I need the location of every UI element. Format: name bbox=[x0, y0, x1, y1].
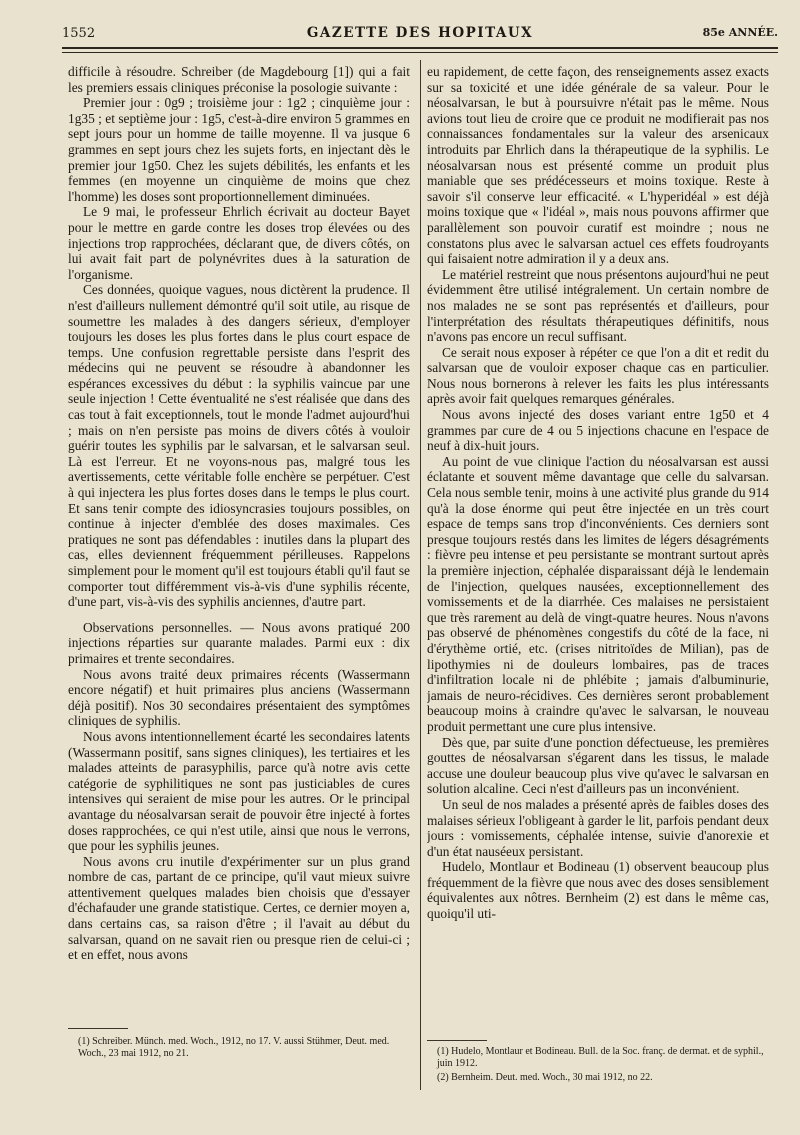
paragraph: Ces données, quoique vagues, nous dictèrent la prudence. Il n'est d'ailleurs nullement démontré qu'il soit utile, au risque de soumettre les malades à des dangers sérieux, d'employer toujours les doses les plus fortes dans le plus court espace de temps. Une confusion regrettable persiste dans l'esprit des médecins qui ne peuvent se résoudre à abandonner les espérances excessives du début : la syphilis vaincue par une seule injection ! Cette éventualité ne s'est réalisée que dans des cas tout à fait exceptionnels, tout le monde l'admet aujourd'hui ; mais on n'en persiste pas moins de divers côtés à vouloir guérir toutes les syphilis par le salvarsan, et le salvarsan seul. Là est l'erreur. Et ne voyons-nous pas, malgré tous les avertissements, cette véritable folle enchère se perpétuer. C'est à qui injectera les plus fortes doses dans le temps le plus court. Et sans tenir compte des idiosyncrasies toujours possibles, on continue à injecter d'emblée des doses maximales. Ces pratiques ne sont pas défendables : inutiles dans la plupart des cas, elles deviennent fréquemment périlleuses. Rappelons simplement pour le moment qu'il est toujours établi qu'il faut se comporter tout différemment vis-à-vis d'une syphilis récente, d'une part, vis-à-vis des syphilis anciennes, d'autre part. bbox=[68, 282, 410, 610]
journal-title: GAZETTE DES HOPITAUX bbox=[306, 25, 534, 41]
right-column bbox=[427, 64, 769, 1032]
paragraph: Le matériel restreint que nous présentons aujourd'hui ne peut évidemment être utilisé intégralement. Un certain nombre de nos malades ne se sont pas représentés et d'ailleurs, pour l'interprétation des résultats thérapeutiques définitifs, nous n'avons pas encore un recul suffisant. bbox=[427, 266, 769, 345]
paragraph: Nous avons cru inutile d'expérimenter sur un plus grand nombre de cas, partant de ce principe, qu'il vaut mieux suivre attentivement quelques malades bien choisis que d'essayer d'échafauder une grande statistique. Certes, ce dernier moyen a, dans certains cas, sa raison d'être ; il l'avait au début du salvarsan, quand on ne savait rien ou presque rien de celui-ci ; et en effet, nous avons bbox=[68, 853, 410, 963]
column-divider bbox=[420, 60, 421, 1090]
page-number: 1552 bbox=[62, 26, 96, 41]
paragraph: Un seul de nos malades a présenté après de faibles doses des malaises sérieux l'obligeant à garder le lit, parfois pendant deux jours : vomissements, céphalée intense, suivie d'anorexie et d'un état nauséeux persistant. bbox=[427, 796, 769, 859]
paragraph: Dès que, par suite d'une ponction défectueuse, les premières gouttes de néosalvarsan s'égarent dans les tissus, le malade accuse une douleur beaucoup plus vive qu'avec le salvarsan en solution alcaline. Ceci n'est d'ailleurs pas un inconvénient. bbox=[427, 734, 769, 797]
footnote-right-2: (2) Bernheim. Deut. med. Woch., 30 mai 1912, no 22. bbox=[437, 1072, 653, 1083]
running-header bbox=[62, 22, 778, 44]
paragraph: Hudelo, Montlaur et Bodineau (1) observent beaucoup plus fréquemment de la fièvre que nous avec des doses sensiblement équivalentes aux nôtres. Bernheim (2) est dans le même cas, quoiqu'il uti- bbox=[427, 859, 769, 922]
volume-year: 85e ANNÉE. bbox=[702, 26, 778, 39]
section-paragraph-observations: Observations personnelles. — Nous avons pratiqué 200 injections réparties sur quarante malades. Parmi eux : dix primaires et trente secondaires. bbox=[68, 619, 410, 666]
left-column bbox=[68, 64, 410, 1022]
paragraph: Nous avons traité deux primaires récents (Wassermann encore négatif) et huit primaires plus anciens (Wassermann déjà positif). Nos 30 secondaires présentaient des symptômes cliniques de syphilis. bbox=[68, 666, 410, 729]
paragraph: Nous avons intentionnellement écarté les secondaires latents (Wassermann positif, sans signes cliniques), les tertiaires et les malades atteints de parasyphilis, parce qu'à notre avis cette catégorie de syphilitiques ne sont pas justiciables de cures intensives qui seraient de mise pour les autres. Or le principal avantage du néosalvarsan serait de pouvoir être injecté à fortes doses rapprochées, ce qui n'est utile, ainsi que nous le verrons, que pour les syphilis jeunes. bbox=[68, 728, 410, 854]
paragraph: Au point de vue clinique l'action du néosalvarsan est aussi éclatante et souvent même davantage que celle du salvarsan. Cela nous semble tenir, moins à une activité plus grande du 914 qu'à la dose énorme qui peut être injectée en un très court espace de temps sans trop d'inconvénients. Ces derniers sont presque toujours restés dans les limites de légers désagréments : fièvre peu intense et peu persistante se montrant surtout après la première injection, céphalée disparaissant déjà le lendemain de l'injection, quelques nausées, exceptionnellement des vomissements et de la diarrhée. Ces malaises ne persistaient que très rarement au delà de vingt-quatre heures. Nous n'avons pas observé de phénomènes congestifs du côté de la face, ni d'érythème ortié, etc. (crises nitritoïdes de Milian), pas de lipothymies ni de douleurs lombaires, pas de traces d'infiltration locale ni de phlébite ; jamais d'albuminurie, jamais de neuro-récidives. Ces dernières seront probablement beaucoup moins à craindre qu'avec le salvarsan, le nouveau produit permettant une cure plus intensive. bbox=[427, 453, 769, 734]
footnote-rule-right bbox=[427, 1040, 487, 1041]
paragraph: difficile à résoudre. Schreiber (de Magdebourg [1]) qui a fait les premiers essais cliniques préconise la posologie suivante : bbox=[68, 64, 410, 95]
footnote-right-1: (1) Hudelo, Montlaur et Bodineau. Bull. de la Soc. franç. de dermat. et de syphil., juin 1912. bbox=[437, 1046, 764, 1069]
header-rule-thick bbox=[62, 47, 778, 49]
footnote-left: (1) Schreiber. Münch. med. Woch., 1912, no 17. V. aussi Stühmer, Deut. med. Woch., 23 mai 1912, no 21. bbox=[78, 1036, 390, 1059]
paragraph: Nous avons injecté des doses variant entre 1g50 et 4 grammes par cure de 4 ou 5 injections chacune en l'espace de neuf à dix-huit jours. bbox=[427, 407, 769, 454]
paragraph: eu rapidement, de cette façon, des renseignements assez exacts sur sa toxicité et une idée générale de sa valeur. Pour le néosalvarsan, le but à poursuivre n'était pas le même. Nous avions tout lieu de croire que ce produit ne modifierait pas nos connaissances fondamentales sur la valeur des arsenicaux introduits par Ehrlich dans la thérapeutique de la syphilis. Le néosalvarsan nous est présenté comme un produit plus maniable que ses prédécesseurs et moins toxique. Reste à savoir s'il conserve leur efficacité. « L'hyperidéal » est déjà moins toxique que « l'idéal », mais nous pouvons affirmer que parallèlement son pouvoir curatif est moindre ; nous ne constatons plus avec le salvarsan actuel ces effets foudroyants qui faisaient notre admiration il y a deux ans. bbox=[427, 64, 769, 267]
paragraph: Premier jour : 0g9 ; troisième jour : 1g2 ; cinquième jour : 1g35 ; et septième jour : 1g5, c'est-à-dire environ 5 grammes en sept jours pour un homme de taille moyenne. Il va jusque 6 grammes en sept jours chez les sujets forts, en injectant dès le premier jour 1g50. Chez les sujets débilités, les enfants et les femmes (en moyenne un cinquième de moins que chez l'homme) les doses sont proportionnellement diminuées. bbox=[68, 95, 410, 204]
paragraph: Ce serait nous exposer à répéter ce que l'on a dit et redit du salvarsan que de vouloir exposer chaque cas en particulier. Nous nous bornerons à relever les faits les plus intéressants après avoir fait quelques remarques générales. bbox=[427, 344, 769, 407]
footnote-rule-left bbox=[68, 1028, 128, 1029]
header-rule-thin bbox=[62, 52, 778, 53]
paragraph: Le 9 mai, le professeur Ehrlich écrivait au docteur Bayet pour le mettre en garde contre les doses trop élevées ou des injections trop rapprochées, déclarant que, de divers côtés, on lui avait fait part de polynévrites dues à la saturation de l'organisme. bbox=[68, 204, 410, 282]
